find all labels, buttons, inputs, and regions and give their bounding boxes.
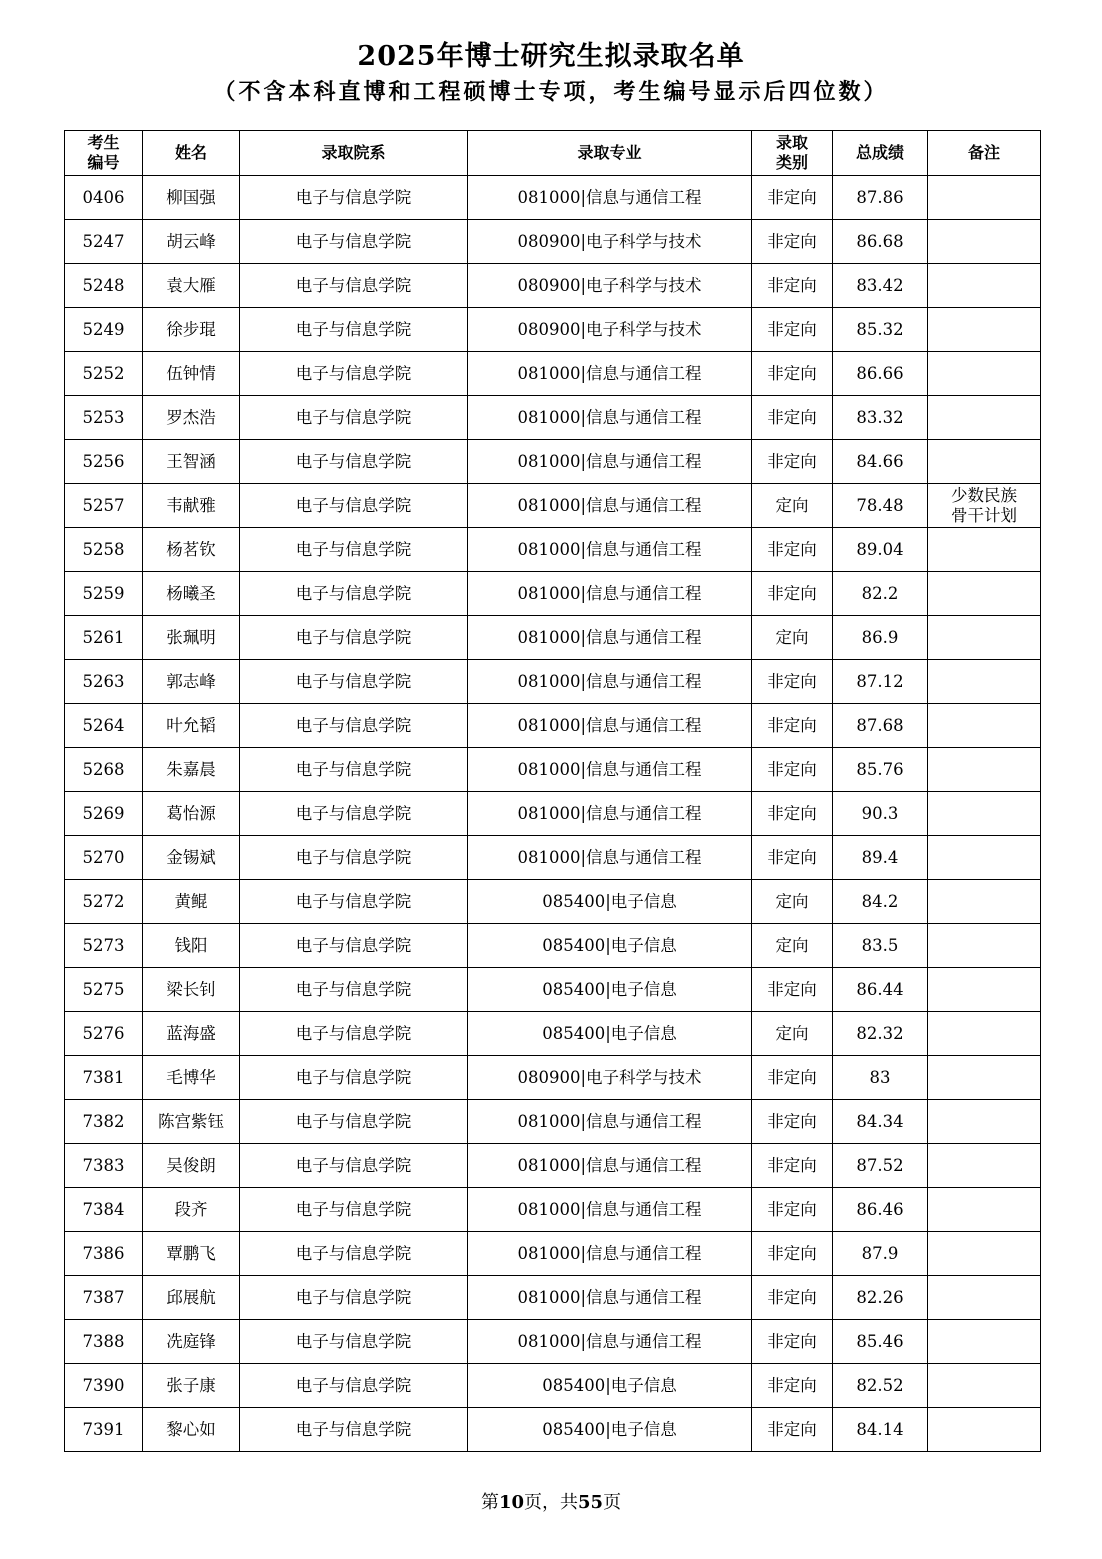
cell-department: 电子与信息学院 xyxy=(240,528,468,572)
table-row xyxy=(65,572,1041,616)
cell-admission-type: 定向 xyxy=(752,1012,833,1056)
column-header-total-score: 总成绩 xyxy=(833,131,928,176)
cell-remark: 少数民族 骨干计划 xyxy=(928,484,1041,528)
cell-name: 张子康 xyxy=(143,1364,240,1408)
table-row xyxy=(65,1056,1041,1100)
cell-admission-type: 非定向 xyxy=(752,836,833,880)
cell-name: 叶允韬 xyxy=(143,704,240,748)
cell-total-score: 86.68 xyxy=(833,220,928,264)
cell-major: 085400|电子信息 xyxy=(468,968,752,1012)
cell-remark xyxy=(928,528,1041,572)
cell-major: 080900|电子科学与技术 xyxy=(468,1056,752,1100)
cell-remark xyxy=(928,1188,1041,1232)
cell-remark xyxy=(928,572,1041,616)
cell-exam-id: 5263 xyxy=(65,660,143,704)
cell-major: 085400|电子信息 xyxy=(468,1364,752,1408)
cell-exam-id: 5270 xyxy=(65,836,143,880)
cell-department: 电子与信息学院 xyxy=(240,440,468,484)
cell-major: 085400|电子信息 xyxy=(468,1012,752,1056)
cell-exam-id: 7382 xyxy=(65,1100,143,1144)
cell-name: 邱展航 xyxy=(143,1276,240,1320)
table-row xyxy=(65,1276,1041,1320)
table-row xyxy=(65,880,1041,924)
table-row xyxy=(65,1188,1041,1232)
cell-admission-type: 非定向 xyxy=(752,176,833,220)
table-row xyxy=(65,1232,1041,1276)
cell-admission-type: 定向 xyxy=(752,484,833,528)
cell-department: 电子与信息学院 xyxy=(240,1276,468,1320)
cell-major: 081000|信息与通信工程 xyxy=(468,1232,752,1276)
cell-admission-type: 非定向 xyxy=(752,1056,833,1100)
cell-exam-id: 7387 xyxy=(65,1276,143,1320)
cell-remark xyxy=(928,880,1041,924)
cell-exam-id: 5258 xyxy=(65,528,143,572)
cell-remark xyxy=(928,660,1041,704)
cell-admission-type: 非定向 xyxy=(752,968,833,1012)
cell-admission-type: 非定向 xyxy=(752,748,833,792)
cell-remark xyxy=(928,748,1041,792)
cell-name: 伍钟情 xyxy=(143,352,240,396)
table-row xyxy=(65,1408,1041,1452)
table-row xyxy=(65,440,1041,484)
cell-name: 陈宫紫钰 xyxy=(143,1100,240,1144)
cell-remark xyxy=(928,836,1041,880)
cell-total-score: 83.5 xyxy=(833,924,928,968)
cell-total-score: 83 xyxy=(833,1056,928,1100)
cell-name: 葛怡源 xyxy=(143,792,240,836)
cell-name: 柳国强 xyxy=(143,176,240,220)
cell-exam-id: 7381 xyxy=(65,1056,143,1100)
table-row xyxy=(65,704,1041,748)
cell-name: 梁长钊 xyxy=(143,968,240,1012)
cell-admission-type: 非定向 xyxy=(752,528,833,572)
cell-exam-id: 5257 xyxy=(65,484,143,528)
cell-admission-type: 非定向 xyxy=(752,1408,833,1452)
cell-name: 郭志峰 xyxy=(143,660,240,704)
cell-total-score: 84.14 xyxy=(833,1408,928,1452)
cell-admission-type: 非定向 xyxy=(752,660,833,704)
cell-name: 张珮明 xyxy=(143,616,240,660)
cell-major: 085400|电子信息 xyxy=(468,924,752,968)
cell-name: 覃鹏飞 xyxy=(143,1232,240,1276)
cell-department: 电子与信息学院 xyxy=(240,968,468,1012)
table-row xyxy=(65,968,1041,1012)
cell-name: 蓝海盛 xyxy=(143,1012,240,1056)
cell-exam-id: 5275 xyxy=(65,968,143,1012)
cell-exam-id: 0406 xyxy=(65,176,143,220)
cell-exam-id: 5259 xyxy=(65,572,143,616)
table-row xyxy=(65,396,1041,440)
table-row xyxy=(65,660,1041,704)
cell-total-score: 86.46 xyxy=(833,1188,928,1232)
table-body xyxy=(65,176,1041,1452)
cell-exam-id: 5248 xyxy=(65,264,143,308)
cell-exam-id: 5247 xyxy=(65,220,143,264)
cell-remark xyxy=(928,968,1041,1012)
cell-major: 081000|信息与通信工程 xyxy=(468,1100,752,1144)
cell-name: 朱嘉晨 xyxy=(143,748,240,792)
cell-exam-id: 5272 xyxy=(65,880,143,924)
footer-prefix: 第 xyxy=(480,1492,499,1513)
cell-total-score: 86.66 xyxy=(833,352,928,396)
cell-major: 081000|信息与通信工程 xyxy=(468,176,752,220)
cell-major: 085400|电子信息 xyxy=(468,1408,752,1452)
cell-total-score: 83.32 xyxy=(833,396,928,440)
cell-admission-type: 非定向 xyxy=(752,352,833,396)
cell-major: 081000|信息与通信工程 xyxy=(468,528,752,572)
cell-remark xyxy=(928,792,1041,836)
cell-name: 钱阳 xyxy=(143,924,240,968)
cell-name: 段齐 xyxy=(143,1188,240,1232)
cell-remark xyxy=(928,1012,1041,1056)
cell-total-score: 82.2 xyxy=(833,572,928,616)
cell-major: 081000|信息与通信工程 xyxy=(468,484,752,528)
column-header-admission-type: 录取 类别 xyxy=(752,131,833,176)
cell-department: 电子与信息学院 xyxy=(240,484,468,528)
page-subtitle: （不含本科直博和工程硕博士专项，考生编号显示后四位数） xyxy=(213,79,889,105)
cell-department: 电子与信息学院 xyxy=(240,220,468,264)
cell-major: 080900|电子科学与技术 xyxy=(468,220,752,264)
cell-admission-type: 非定向 xyxy=(752,1188,833,1232)
cell-admission-type: 非定向 xyxy=(752,704,833,748)
cell-name: 韦献雅 xyxy=(143,484,240,528)
cell-exam-id: 5264 xyxy=(65,704,143,748)
cell-exam-id: 5252 xyxy=(65,352,143,396)
cell-major: 081000|信息与通信工程 xyxy=(468,836,752,880)
cell-department: 电子与信息学院 xyxy=(240,1100,468,1144)
column-header-department: 录取院系 xyxy=(240,131,468,176)
cell-department: 电子与信息学院 xyxy=(240,836,468,880)
cell-remark xyxy=(928,440,1041,484)
cell-department: 电子与信息学院 xyxy=(240,1232,468,1276)
cell-admission-type: 非定向 xyxy=(752,440,833,484)
table-row xyxy=(65,748,1041,792)
cell-remark xyxy=(928,1276,1041,1320)
cell-department: 电子与信息学院 xyxy=(240,176,468,220)
cell-major: 081000|信息与通信工程 xyxy=(468,440,752,484)
column-header-major: 录取专业 xyxy=(468,131,752,176)
cell-remark xyxy=(928,396,1041,440)
cell-remark xyxy=(928,1056,1041,1100)
table-row xyxy=(65,836,1041,880)
cell-total-score: 83.42 xyxy=(833,264,928,308)
cell-admission-type: 非定向 xyxy=(752,308,833,352)
cell-department: 电子与信息学院 xyxy=(240,1056,468,1100)
table-row xyxy=(65,220,1041,264)
cell-remark xyxy=(928,352,1041,396)
table-row xyxy=(65,616,1041,660)
cell-total-score: 84.34 xyxy=(833,1100,928,1144)
cell-remark xyxy=(928,176,1041,220)
cell-total-score: 84.66 xyxy=(833,440,928,484)
cell-major: 080900|电子科学与技术 xyxy=(468,264,752,308)
cell-remark xyxy=(928,264,1041,308)
cell-department: 电子与信息学院 xyxy=(240,704,468,748)
cell-department: 电子与信息学院 xyxy=(240,1364,468,1408)
table-row xyxy=(65,352,1041,396)
cell-exam-id: 5256 xyxy=(65,440,143,484)
cell-remark xyxy=(928,308,1041,352)
footer-total-pages: 55 xyxy=(578,1492,604,1513)
table-row xyxy=(65,792,1041,836)
cell-name: 杨曦圣 xyxy=(143,572,240,616)
table-row xyxy=(65,1320,1041,1364)
cell-total-score: 85.46 xyxy=(833,1320,928,1364)
cell-admission-type: 定向 xyxy=(752,880,833,924)
cell-department: 电子与信息学院 xyxy=(240,396,468,440)
cell-remark xyxy=(928,924,1041,968)
cell-major: 081000|信息与通信工程 xyxy=(468,1320,752,1364)
cell-major: 081000|信息与通信工程 xyxy=(468,1276,752,1320)
table-row xyxy=(65,528,1041,572)
cell-total-score: 89.04 xyxy=(833,528,928,572)
cell-exam-id: 5268 xyxy=(65,748,143,792)
cell-major: 080900|电子科学与技术 xyxy=(468,308,752,352)
cell-name: 黄鲲 xyxy=(143,880,240,924)
cell-department: 电子与信息学院 xyxy=(240,1012,468,1056)
cell-admission-type: 非定向 xyxy=(752,396,833,440)
cell-exam-id: 5261 xyxy=(65,616,143,660)
column-header-exam-id: 考生 编号 xyxy=(65,131,143,176)
cell-admission-type: 非定向 xyxy=(752,264,833,308)
cell-admission-type: 非定向 xyxy=(752,792,833,836)
cell-name: 罗杰浩 xyxy=(143,396,240,440)
cell-major: 081000|信息与通信工程 xyxy=(468,396,752,440)
cell-exam-id: 5249 xyxy=(65,308,143,352)
cell-total-score: 85.76 xyxy=(833,748,928,792)
table-row xyxy=(65,484,1041,528)
table-row xyxy=(65,1100,1041,1144)
cell-remark xyxy=(928,704,1041,748)
table-row xyxy=(65,176,1041,220)
cell-name: 袁大雁 xyxy=(143,264,240,308)
cell-remark xyxy=(928,616,1041,660)
cell-exam-id: 5276 xyxy=(65,1012,143,1056)
cell-total-score: 87.9 xyxy=(833,1232,928,1276)
cell-department: 电子与信息学院 xyxy=(240,660,468,704)
cell-name: 王智涵 xyxy=(143,440,240,484)
table-row xyxy=(65,1144,1041,1188)
cell-name: 金锡斌 xyxy=(143,836,240,880)
footer-page-number: 10 xyxy=(498,1492,524,1513)
cell-total-score: 87.86 xyxy=(833,176,928,220)
cell-department: 电子与信息学院 xyxy=(240,572,468,616)
cell-total-score: 85.32 xyxy=(833,308,928,352)
cell-major: 081000|信息与通信工程 xyxy=(468,704,752,748)
page-title: 2025年博士研究生拟录取名单 xyxy=(357,41,745,72)
cell-department: 电子与信息学院 xyxy=(240,1408,468,1452)
cell-major: 085400|电子信息 xyxy=(468,880,752,924)
cell-admission-type: 定向 xyxy=(752,924,833,968)
cell-exam-id: 5273 xyxy=(65,924,143,968)
cell-department: 电子与信息学院 xyxy=(240,616,468,660)
cell-exam-id: 7391 xyxy=(65,1408,143,1452)
page-footer xyxy=(0,1491,1102,1515)
cell-remark xyxy=(928,1232,1041,1276)
cell-admission-type: 非定向 xyxy=(752,572,833,616)
cell-name: 杨茗钦 xyxy=(143,528,240,572)
column-header-remark: 备注 xyxy=(928,131,1041,176)
table-row xyxy=(65,264,1041,308)
table-header-row xyxy=(65,131,1041,176)
cell-admission-type: 非定向 xyxy=(752,220,833,264)
footer-middle: 页，共 xyxy=(524,1492,578,1513)
cell-total-score: 89.4 xyxy=(833,836,928,880)
cell-major: 081000|信息与通信工程 xyxy=(468,660,752,704)
cell-remark xyxy=(928,1144,1041,1188)
cell-name: 徐步琨 xyxy=(143,308,240,352)
cell-department: 电子与信息学院 xyxy=(240,308,468,352)
cell-admission-type: 定向 xyxy=(752,616,833,660)
cell-total-score: 90.3 xyxy=(833,792,928,836)
cell-name: 胡云峰 xyxy=(143,220,240,264)
cell-total-score: 78.48 xyxy=(833,484,928,528)
cell-department: 电子与信息学院 xyxy=(240,352,468,396)
cell-name: 冼庭锋 xyxy=(143,1320,240,1364)
cell-major: 081000|信息与通信工程 xyxy=(468,572,752,616)
table-row xyxy=(65,1364,1041,1408)
cell-total-score: 86.9 xyxy=(833,616,928,660)
cell-name: 吴俊朗 xyxy=(143,1144,240,1188)
cell-exam-id: 7384 xyxy=(65,1188,143,1232)
footer-suffix: 页 xyxy=(603,1492,622,1513)
table-row xyxy=(65,1012,1041,1056)
cell-major: 081000|信息与通信工程 xyxy=(468,792,752,836)
cell-department: 电子与信息学院 xyxy=(240,792,468,836)
cell-name: 黎心如 xyxy=(143,1408,240,1452)
cell-admission-type: 非定向 xyxy=(752,1232,833,1276)
admission-table xyxy=(64,130,1041,1452)
cell-remark xyxy=(928,220,1041,264)
cell-total-score: 87.52 xyxy=(833,1144,928,1188)
cell-major: 081000|信息与通信工程 xyxy=(468,1144,752,1188)
cell-department: 电子与信息学院 xyxy=(240,264,468,308)
cell-department: 电子与信息学院 xyxy=(240,1320,468,1364)
cell-department: 电子与信息学院 xyxy=(240,1188,468,1232)
cell-name: 毛博华 xyxy=(143,1056,240,1100)
cell-major: 081000|信息与通信工程 xyxy=(468,616,752,660)
cell-admission-type: 非定向 xyxy=(752,1100,833,1144)
cell-admission-type: 非定向 xyxy=(752,1364,833,1408)
cell-exam-id: 7386 xyxy=(65,1232,143,1276)
cell-total-score: 86.44 xyxy=(833,968,928,1012)
cell-admission-type: 非定向 xyxy=(752,1320,833,1364)
table-row xyxy=(65,924,1041,968)
cell-major: 081000|信息与通信工程 xyxy=(468,352,752,396)
cell-total-score: 82.52 xyxy=(833,1364,928,1408)
cell-department: 电子与信息学院 xyxy=(240,748,468,792)
cell-department: 电子与信息学院 xyxy=(240,1144,468,1188)
cell-total-score: 87.12 xyxy=(833,660,928,704)
cell-exam-id: 5269 xyxy=(65,792,143,836)
cell-admission-type: 非定向 xyxy=(752,1276,833,1320)
table-row xyxy=(65,308,1041,352)
cell-remark xyxy=(928,1408,1041,1452)
cell-major: 081000|信息与通信工程 xyxy=(468,1188,752,1232)
cell-remark xyxy=(928,1100,1041,1144)
cell-exam-id: 7388 xyxy=(65,1320,143,1364)
cell-major: 081000|信息与通信工程 xyxy=(468,748,752,792)
cell-remark xyxy=(928,1364,1041,1408)
cell-department: 电子与信息学院 xyxy=(240,924,468,968)
cell-department: 电子与信息学院 xyxy=(240,880,468,924)
column-header-name: 姓名 xyxy=(143,131,240,176)
cell-exam-id: 5253 xyxy=(65,396,143,440)
cell-exam-id: 7390 xyxy=(65,1364,143,1408)
cell-admission-type: 非定向 xyxy=(752,1144,833,1188)
cell-exam-id: 7383 xyxy=(65,1144,143,1188)
cell-remark xyxy=(928,1320,1041,1364)
cell-total-score: 82.32 xyxy=(833,1012,928,1056)
cell-total-score: 84.2 xyxy=(833,880,928,924)
cell-total-score: 87.68 xyxy=(833,704,928,748)
cell-total-score: 82.26 xyxy=(833,1276,928,1320)
